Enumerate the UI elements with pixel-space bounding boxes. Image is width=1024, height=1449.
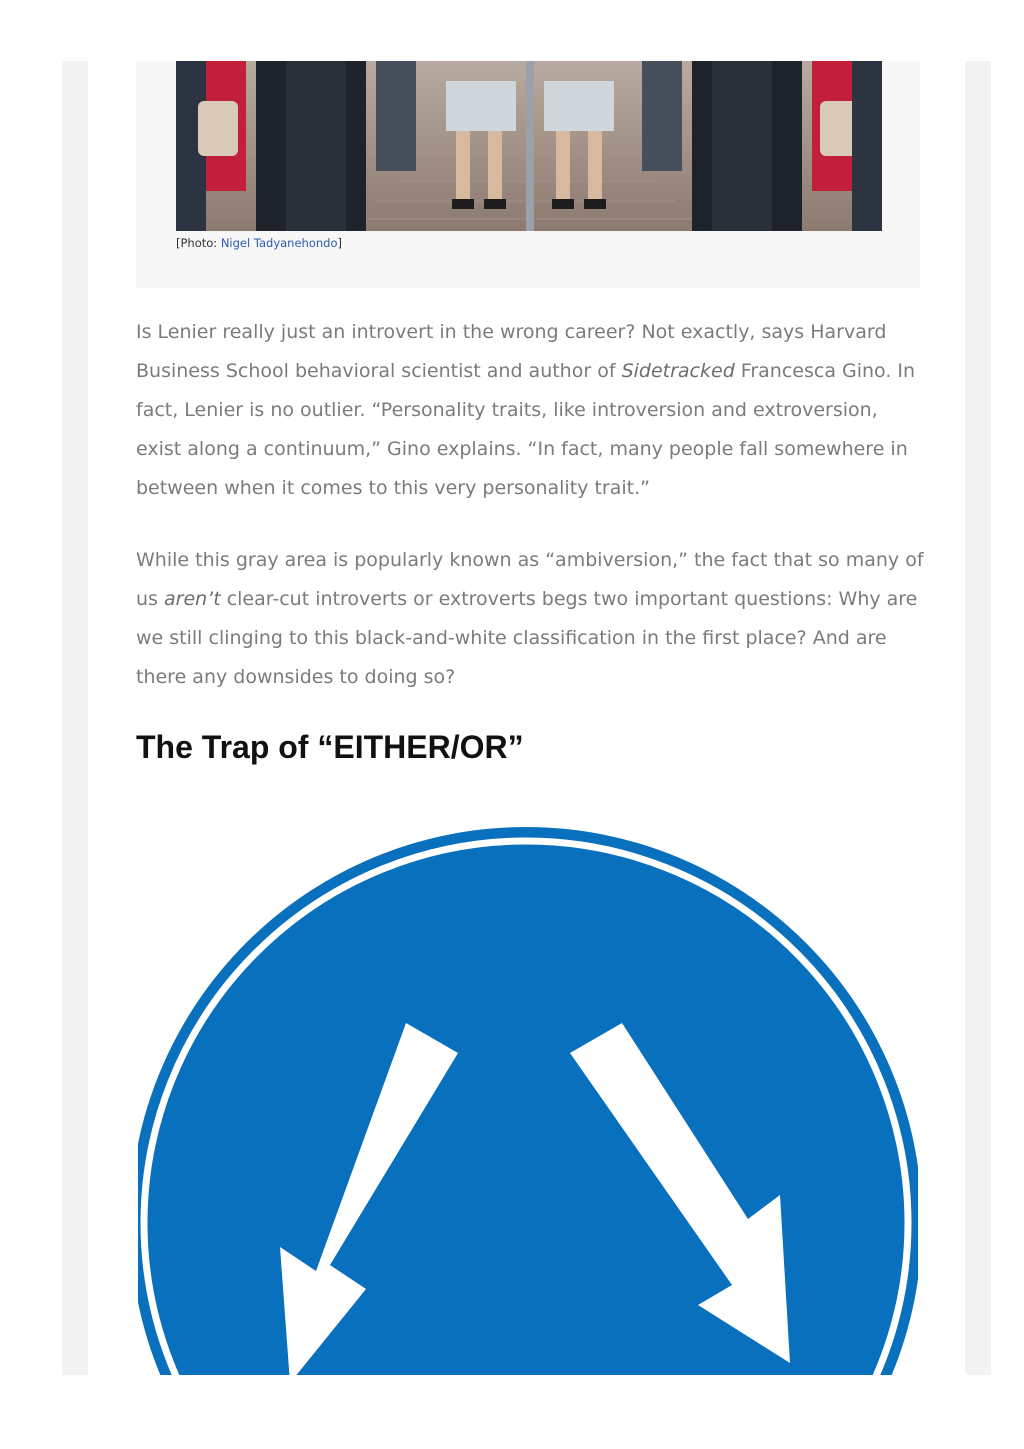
paragraph-2-part-a: While this gray area is popularly known as “ambiversion,” the fact that so many of us [136, 549, 924, 610]
paragraph-2 [136, 541, 926, 697]
street-crowd-photo [176, 61, 882, 231]
either-or-sign-image [138, 827, 918, 1375]
paragraph-1 [136, 313, 926, 508]
caption-prefix: [Photo: [176, 236, 221, 250]
right-gutter [965, 61, 991, 1375]
photo-credit-link[interactable]: Nigel Tadyanehondo [220, 236, 338, 250]
article-body [88, 61, 965, 1375]
emphasis-word: aren’t [163, 588, 221, 610]
section-heading: The Trap of “EITHER/OR” [136, 729, 524, 765]
paragraph-1-part-b: Francesca Gino. In fact, Lenier is no outlier. “Personality traits, like introversion and extroversion, exist along a continuum,” Gino explains. “In fact, many people fall somewhere in between when it comes to this very personality trait.” [136, 360, 916, 499]
book-title: Sidetracked [621, 360, 735, 382]
left-gutter [62, 61, 88, 1375]
caption-suffix: ] [337, 236, 342, 250]
paragraph-1-part-a: Is Lenier really just an introvert in the wrong career? Not exactly, says Harvard Business School behavioral scientist and author of [136, 321, 887, 382]
split-arrows-sign-icon [138, 827, 918, 1375]
photo-figure [136, 61, 920, 288]
paragraph-2-part-b: clear-cut introverts or extroverts begs two important questions: Why are we still clinging to this black-and-white classification in the first place? And are there any downsides to doing so? [136, 588, 918, 688]
street-crowd-illustration [176, 61, 882, 231]
photo-caption [176, 236, 342, 250]
